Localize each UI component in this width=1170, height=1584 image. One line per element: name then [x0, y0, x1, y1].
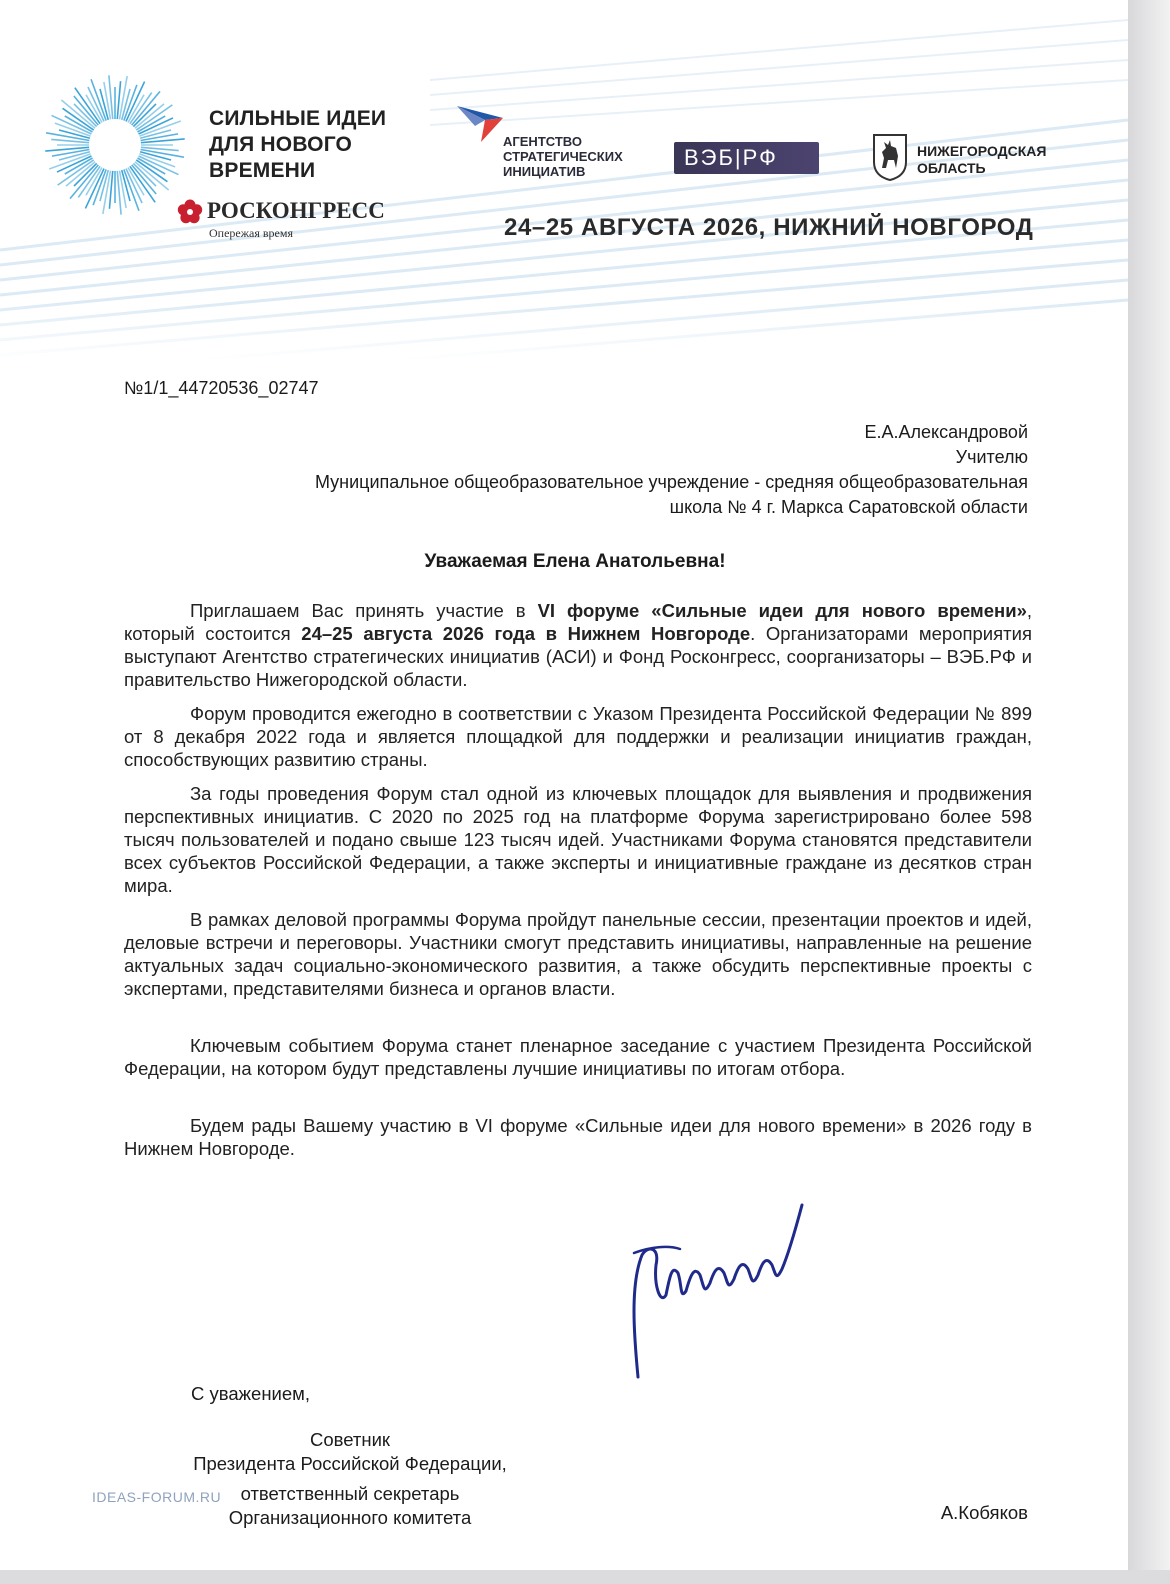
paragraph-4: В рамках деловой программы Форума пройдут панельные сессии, презентации проектов и идей, деловые встречи и переговоры. Участники смогут представить инициативы, направленные на решение актуальных задач социально-экономического развития, а также обсудить перспективные проекты с экспертами, представителями бизнеса и органов власти. [124, 909, 1032, 999]
region-name: НИЖЕГОРОДСКАЯ ОБЛАСТЬ [917, 143, 1047, 176]
asi-logo-icon [455, 104, 507, 144]
roscongress-name: РОСКОНГРЕСС [207, 198, 385, 223]
watermark: IDEAS-FORUM.RU [92, 1489, 222, 1505]
page-edge-shadow [1128, 0, 1170, 1584]
recipient-org-line2: школа № 4 г. Маркса Саратовской области [669, 497, 1028, 517]
paragraph-1: Приглашаем Вас принять участие в VI форуме «Сильные идеи для нового времени», который состоится 24–25 августа 2026 года в Нижнем Новгороде. Организаторами мероприятия выступают Агентство стратегических инициатив (АСИ) и Фонд Росконгресс, соорганизаторы – ВЭБ.РФ и правительство Нижегородской области. [124, 600, 1032, 690]
forum-title: СИЛЬНЫЕ ИДЕИ ДЛЯ НОВОГО ВРЕМЕНИ [209, 107, 387, 182]
closing: С уважением, [191, 1383, 311, 1404]
registration-number: №1/1_44720536_02747 [124, 378, 319, 398]
event-date: 24–25 АВГУСТА 2026, НИЖНИЙ НОВГОРОД [504, 214, 1034, 241]
paragraph-5: Ключевым событием Форума станет пленарное заседание с участием Президента Российской Федерации, на котором будут представлены лучшие инициативы по итогам отбора. [124, 1035, 1032, 1079]
salutation: Уважаемая Елена Анатольевна! [424, 551, 726, 572]
recipient-block [148, 420, 1028, 520]
paragraph-2: Форум проводится ежегодно в соответствии с Указом Президента Российской Федерации № 899 от 8 декабря 2022 года и является площадкой для поддержки и реализации инициатив граждан, способствующих развитию страны. [124, 703, 1032, 770]
roscongress-tagline: Опережая время [209, 226, 293, 240]
signer-name: А.Кобяков [940, 1502, 1028, 1523]
asi-name: АГЕНТСТВО СТРАТЕГИЧЕСКИХ ИНИЦИАТИВ [503, 134, 623, 179]
nizhny-coat-of-arms-icon [870, 132, 910, 182]
recipient-name: Е.А.Александровой [864, 422, 1028, 442]
page-bottom-edge [0, 1570, 1170, 1584]
veb-name: ВЭБ|РФ [684, 145, 778, 170]
paragraph-6: Будем рады Вашему участию в VI форуме «Сильные идеи для нового времени» в 2026 году в Нижнем Новгороде. [124, 1115, 1032, 1159]
handwritten-signature [620, 1195, 820, 1385]
recipient-org-line1: Муниципальное общеобразовательное учреждение - средняя общеобразовательная [314, 472, 1028, 492]
signer-position: Советник Президента Российской Федерации, ответственный секретарь Организационного комитета [193, 1429, 507, 1528]
paragraph-3: За годы проведения Форум стал одной из ключевых площадок для выявления и продвижения перспективных инициатив. С 2020 по 2025 год на платформе Форума зарегистрировано более 598 тысяч пользователей и подано свыше 123 тысяч идей. Участниками Форума становятся представители всех субъектов Российской Федерации, а также эксперты и инициативные граждане из десятков стран мира. [124, 783, 1032, 896]
recipient-role: Учителю [955, 447, 1028, 467]
roscongress-flower-icon [176, 198, 204, 226]
forum-sunburst-logo [40, 70, 190, 220]
